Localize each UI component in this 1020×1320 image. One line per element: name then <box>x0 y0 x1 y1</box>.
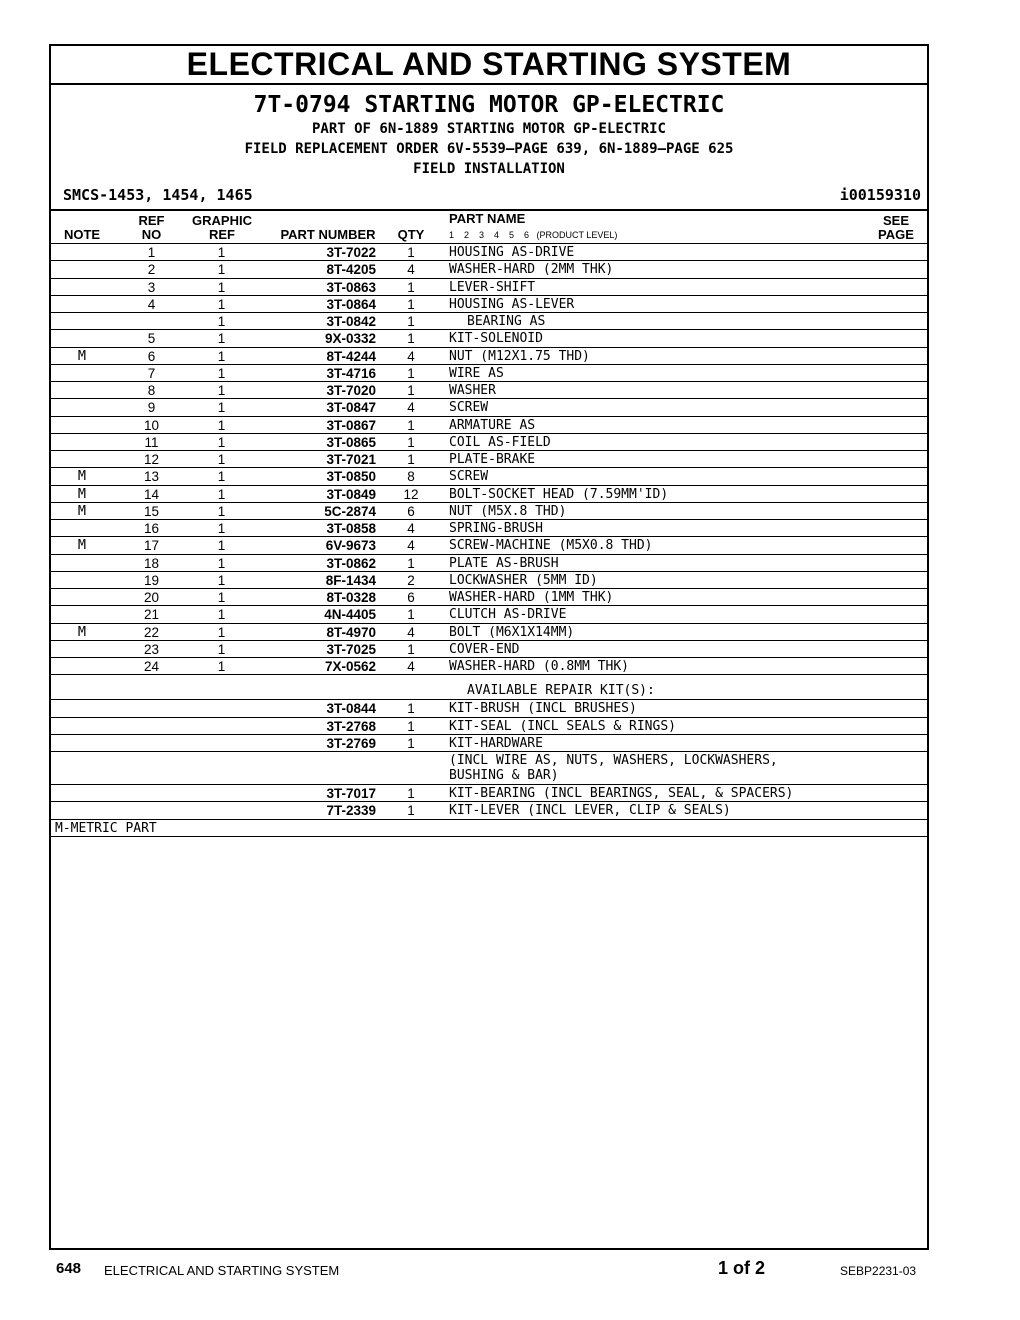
note-cell: M <box>77 468 87 485</box>
ref-no-cell: 6 <box>147 348 156 364</box>
table-row <box>51 451 927 468</box>
part-number-cell: 7X-0562 <box>324 659 376 674</box>
graphic-ref-cell: 1 <box>217 417 226 433</box>
footnote-metric: M-METRIC PART <box>55 820 157 836</box>
table-row <box>51 244 927 261</box>
part-name-cell: ARMATURE AS <box>449 417 536 433</box>
ref-no-cell: 19 <box>143 572 160 588</box>
part-number-cell: 3T-2768 <box>326 718 376 734</box>
page-frame <box>49 44 929 1250</box>
part-number-cell: 3T-0842 <box>326 314 376 329</box>
footer-doc-number: SEBP2231-03 <box>840 1264 917 1278</box>
graphic-ref-cell: 1 <box>217 486 226 502</box>
ref-no-cell: 22 <box>143 624 160 640</box>
qty-cell: 1 <box>407 718 415 734</box>
table-row <box>51 382 927 399</box>
part-name-cell: BOLT (M6X1X14MM) <box>449 624 575 640</box>
ref-no-cell: 5 <box>147 331 156 347</box>
sub-line-field-replacement: FIELD REPLACEMENT ORDER 6V-5539—PAGE 639, 6N-1889—PAGE 625 <box>244 141 734 157</box>
ref-no-cell: 7 <box>147 365 156 381</box>
qty-cell: 1 <box>407 245 415 260</box>
qty-cell: 1 <box>407 803 415 819</box>
graphic-ref-cell: 1 <box>217 538 226 554</box>
graphic-ref-cell: 1 <box>217 279 226 295</box>
qty-cell: 4 <box>407 624 415 640</box>
qty-cell: 1 <box>407 331 415 347</box>
part-number-cell: 3T-7020 <box>326 383 376 398</box>
group-title: 7T-0794 STARTING MOTOR GP-ELECTRIC <box>253 92 725 118</box>
part-name-cell: SCREW-MACHINE (M5X0.8 THD) <box>449 538 653 554</box>
ref-no-cell: 8 <box>147 383 156 398</box>
part-name-cell: WASHER-HARD (2MM THK) <box>449 262 614 278</box>
table-row <box>51 486 927 503</box>
part-number-cell: 3T-4716 <box>326 365 376 381</box>
table-row <box>51 348 927 365</box>
table-row <box>51 675 927 700</box>
part-number-cell: 3T-0844 <box>326 701 376 717</box>
qty-cell: 1 <box>407 296 415 312</box>
ref-no-cell: 23 <box>143 641 160 657</box>
graphic-ref-cell: 1 <box>217 296 226 312</box>
part-number-cell: 5C-2874 <box>324 503 376 519</box>
footer-page-number: 648 <box>56 1260 82 1277</box>
ref-no-cell: 2 <box>147 262 156 278</box>
part-name-cell: (INCL WIRE AS, NUTS, WASHERS, LOCKWASHERS, BUSHING & BAR) <box>449 753 778 783</box>
graphic-ref-cell: 1 <box>217 607 226 623</box>
part-name-cell: KIT-LEVER (INCL LEVER, CLIP & SEALS) <box>449 803 731 819</box>
part-name-cell: WIRE AS <box>449 365 504 381</box>
graphic-ref-cell: 1 <box>217 365 226 381</box>
qty-cell: 1 <box>407 607 415 623</box>
part-number-cell: 8T-4244 <box>326 348 376 364</box>
qty-cell: 4 <box>407 262 415 278</box>
part-name-cell: NUT (M5X.8 THD) <box>449 503 567 519</box>
part-name-cell: HOUSING AS-DRIVE <box>449 245 575 260</box>
ref-no-cell: 1 <box>147 245 156 260</box>
table-row <box>51 606 927 623</box>
qty-cell: 4 <box>407 348 415 364</box>
part-name-cell: KIT-SEAL (INCL SEALS & RINGS) <box>449 718 676 734</box>
qty-cell: 6 <box>407 503 415 519</box>
part-name-cell: LEVER-SHIFT <box>449 279 536 295</box>
part-number-cell: 3T-0847 <box>326 400 376 416</box>
graphic-ref-cell: 1 <box>217 590 226 605</box>
part-name-cell: KIT-SOLENOID <box>449 331 543 347</box>
qty-cell: 1 <box>407 555 415 571</box>
table-row <box>51 434 927 451</box>
table-row <box>51 718 927 735</box>
table-row <box>51 365 927 382</box>
part-number-cell: 3T-0864 <box>326 296 376 312</box>
part-name-cell: COVER-END <box>449 641 520 657</box>
part-name-cell: NUT (M12X1.75 THD) <box>449 348 590 364</box>
footer-sheet: 1 of 2 <box>718 1258 766 1278</box>
part-name-cell: KIT-BEARING (INCL BEARINGS, SEAL, & SPACERS) <box>449 786 794 801</box>
graphic-ref-cell: 1 <box>217 469 226 485</box>
table-row <box>51 589 927 606</box>
part-name-cell: SCREW <box>449 469 489 485</box>
ref-no-cell: 21 <box>143 607 160 623</box>
table-row <box>51 520 927 537</box>
part-number-cell: 3T-0867 <box>326 417 376 433</box>
part-number-cell: 3T-0863 <box>326 279 376 295</box>
graphic-ref-cell: 1 <box>217 572 226 588</box>
qty-cell: 2 <box>407 572 415 588</box>
qty-cell: 1 <box>407 417 415 433</box>
ref-no-cell: 15 <box>143 503 160 519</box>
graphic-ref-cell: 1 <box>217 348 226 364</box>
part-name-cell: SPRING-BRUSH <box>449 521 543 536</box>
part-name-cell: WASHER-HARD (0.8MM THK) <box>449 659 630 674</box>
part-name-cell: BOLT-SOCKET HEAD (7.59MM'ID) <box>449 486 669 502</box>
footer-section: ELECTRICAL AND STARTING SYSTEM <box>104 1263 340 1278</box>
graphic-ref-cell: 1 <box>217 262 226 278</box>
table-row <box>51 279 927 296</box>
part-number-cell: 3T-7017 <box>326 786 376 801</box>
part-name-cell: BEARING AS <box>467 314 546 329</box>
qty-cell: 8 <box>407 469 415 485</box>
part-name-cell: HOUSING AS-LEVER <box>449 296 575 312</box>
note-cell: M <box>77 502 87 519</box>
qty-cell: 1 <box>407 641 415 657</box>
graphic-ref-cell: 1 <box>217 400 226 416</box>
part-number-cell: 3T-0850 <box>326 469 376 485</box>
illustration-id: i00159310 <box>839 186 921 204</box>
qty-cell: 1 <box>407 434 415 450</box>
qty-cell: 4 <box>407 521 415 536</box>
table-row <box>51 624 927 641</box>
graphic-ref-cell: 1 <box>217 659 226 674</box>
ref-no-cell: 13 <box>143 469 160 485</box>
table-row <box>51 330 927 347</box>
part-number-cell: 3T-0862 <box>326 555 376 571</box>
col-qty: QTY <box>397 227 425 242</box>
col-product-level: 1 2 3 4 5 6 (PRODUCT LEVEL) <box>449 230 618 240</box>
col-part-number: PART NUMBER <box>280 227 376 242</box>
ref-no-cell: 24 <box>143 659 160 674</box>
ref-no-cell: 9 <box>147 400 156 416</box>
part-name-cell: KIT-BRUSH (INCL BRUSHES) <box>449 701 637 717</box>
part-name-cell: PLATE-BRAKE <box>449 452 536 467</box>
table-row <box>51 641 927 658</box>
part-number-cell: 8T-0328 <box>326 590 376 605</box>
kit-heading: AVAILABLE REPAIR KIT(S): <box>467 683 655 699</box>
part-name-cell: LOCKWASHER (5MM ID) <box>449 572 598 588</box>
part-number-cell: 4N-4405 <box>324 607 376 623</box>
ref-no-cell: 14 <box>143 486 160 502</box>
graphic-ref-cell: 1 <box>217 383 226 398</box>
col-note: NOTE <box>63 227 101 242</box>
table-row <box>51 296 927 313</box>
graphic-ref-cell: 1 <box>217 331 226 347</box>
table-row <box>51 537 927 554</box>
part-name-cell: WASHER-HARD (1MM THK) <box>449 590 614 605</box>
note-cell: M <box>77 347 87 364</box>
part-name-cell: PLATE AS-BRUSH <box>449 555 559 571</box>
graphic-ref-cell: 1 <box>217 521 226 536</box>
part-name-cell: CLUTCH AS-DRIVE <box>449 607 567 623</box>
table-row <box>51 417 927 434</box>
qty-cell: 1 <box>407 314 415 329</box>
table-row <box>51 399 927 416</box>
note-cell: M <box>77 623 87 640</box>
note-cell: M <box>77 537 87 554</box>
part-number-cell: 3T-0849 <box>326 486 376 502</box>
table-row <box>51 313 927 330</box>
table-row <box>51 735 927 752</box>
graphic-ref-cell: 1 <box>217 314 226 329</box>
table-row <box>51 820 927 837</box>
part-name-cell: WASHER <box>449 383 496 398</box>
ref-no-cell: 17 <box>143 538 160 554</box>
ref-no-cell: 12 <box>143 452 160 467</box>
table-row <box>51 468 927 485</box>
note-cell: M <box>77 485 87 502</box>
qty-cell: 1 <box>407 279 415 295</box>
table-row <box>51 658 927 675</box>
graphic-ref-cell: 1 <box>217 434 226 450</box>
part-name-cell: SCREW <box>449 400 489 416</box>
part-number-cell: 9X-0332 <box>324 331 376 347</box>
ref-no-cell: 18 <box>143 555 160 571</box>
col-part-name: PART NAME <box>449 211 526 226</box>
qty-cell: 1 <box>407 383 415 398</box>
part-number-cell: 3T-7021 <box>326 452 376 467</box>
graphic-ref-cell: 1 <box>217 555 226 571</box>
part-number-cell: 7T-2339 <box>326 803 376 819</box>
qty-cell: 1 <box>407 365 415 381</box>
col-graphic-ref: GRAPHIC REF <box>192 213 252 242</box>
part-number-cell: 8T-4205 <box>326 262 376 278</box>
qty-cell: 6 <box>407 590 415 605</box>
graphic-ref-cell: 1 <box>217 503 226 519</box>
table-row <box>51 785 927 802</box>
table-row <box>51 752 927 785</box>
qty-cell: 4 <box>407 538 415 554</box>
col-see-page: SEE PAGE <box>878 213 914 242</box>
graphic-ref-cell: 1 <box>217 452 226 467</box>
parts-table <box>51 244 927 837</box>
qty-cell: 4 <box>407 659 415 674</box>
ref-no-cell: 3 <box>147 279 156 295</box>
qty-cell: 4 <box>407 400 415 416</box>
ref-no-cell: 20 <box>143 590 160 605</box>
graphic-ref-cell: 1 <box>217 624 226 640</box>
table-row <box>51 503 927 520</box>
part-name-cell: COIL AS-FIELD <box>449 434 551 450</box>
sub-line-field-installation: FIELD INSTALLATION <box>413 161 565 177</box>
qty-cell: 1 <box>407 452 415 467</box>
part-number-cell: 3T-0865 <box>326 434 376 450</box>
part-number-cell: 8T-4970 <box>326 624 376 640</box>
ref-no-cell: 10 <box>143 417 160 433</box>
part-name-cell: KIT-HARDWARE <box>449 735 543 751</box>
part-number-cell: 3T-7022 <box>326 245 376 260</box>
part-number-cell: 8F-1434 <box>325 572 376 588</box>
graphic-ref-cell: 1 <box>217 641 226 657</box>
part-number-cell: 3T-0858 <box>326 521 376 536</box>
ref-no-cell: 4 <box>147 296 156 312</box>
part-number-cell: 3T-2769 <box>326 735 376 751</box>
table-row <box>51 700 927 717</box>
qty-cell: 1 <box>407 701 415 717</box>
col-ref-no: REF NO <box>138 213 165 242</box>
sub-line-part-of: PART OF 6N-1889 STARTING MOTOR GP-ELECTRIC <box>311 121 666 137</box>
part-number-cell: 6V-9673 <box>325 538 376 554</box>
table-row <box>51 572 927 589</box>
graphic-ref-cell: 1 <box>217 245 226 260</box>
table-row <box>51 555 927 572</box>
table-row <box>51 261 927 278</box>
smcs-codes: SMCS-1453, 1454, 1465 <box>63 186 253 204</box>
qty-cell: 1 <box>407 786 415 801</box>
table-row <box>51 802 927 819</box>
section-title: ELECTRICAL AND STARTING SYSTEM <box>51 46 927 85</box>
ref-no-cell: 11 <box>144 434 159 450</box>
qty-cell: 1 <box>407 735 415 751</box>
ref-no-cell: 16 <box>143 521 160 536</box>
part-number-cell: 3T-7025 <box>326 641 376 657</box>
qty-cell: 12 <box>403 486 419 502</box>
